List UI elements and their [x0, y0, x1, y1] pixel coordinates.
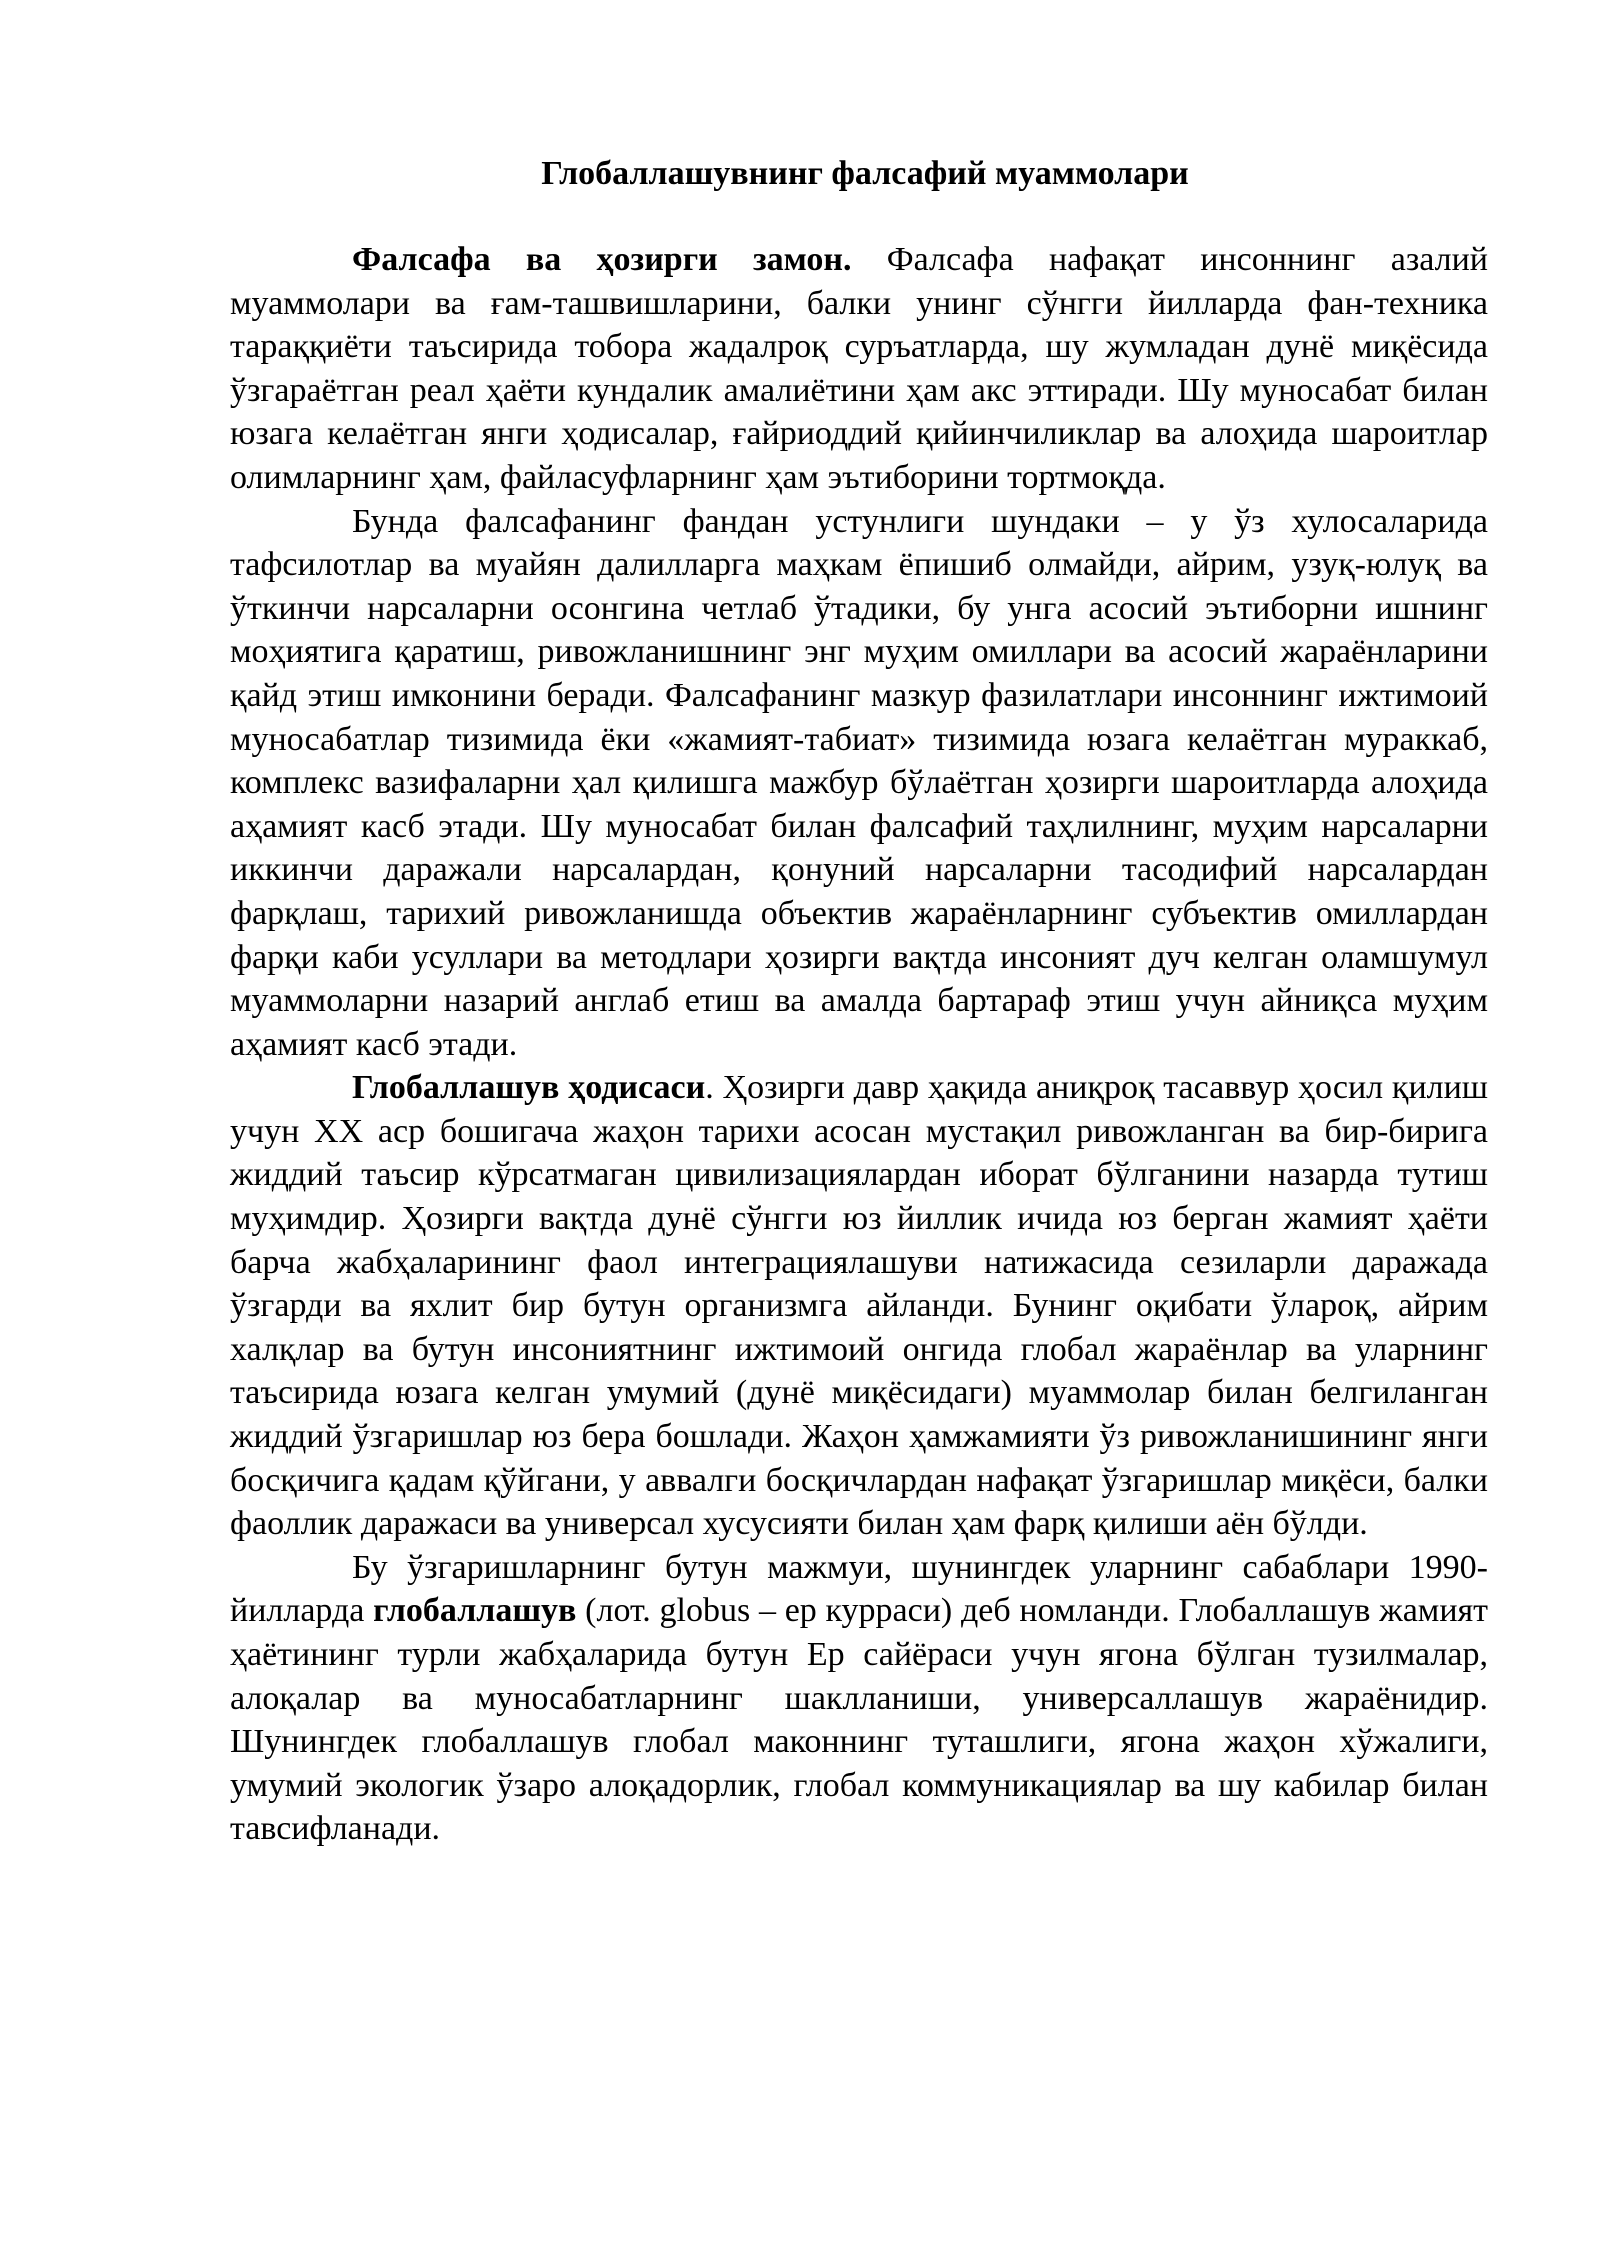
- paragraph-text: . Ҳозирги давр ҳақида аниқроқ тасаввур ҳосил қилиш учун XX аср бошигача жаҳон тарихи асосан мустақил ривожланган ва бир-бирига жиддий таъсир кўрсатмаган цивилизациялардан иборат бўлганини назарда тутиш муҳимдир. Ҳозирги вақтда дунё сўнгги юз йиллик ичида юз берган жамият ҳаёти барча жабҳаларининг фаол интеграциялашуви натижасида сезиларли даражада ўзгарди ва яхлит бир бутун организмга айланди. Бунинг оқибати ўлароқ, айрим халқлар ва бутун инсониятнинг ижтимоий онгида глобал жараёнлар ва уларнинг таъсирида юзага келган умумий (дунё миқёсидаги) муаммолар билан белгиланган жиддий ўзгаришлар юз бера бошлади. Жаҳон ҳамжамияти ўз ривожланишининг янги босқичига қадам қўйгани, у аввалги босқичлардан нафақат ўзгаришлар миқёси, балки фаоллик даражаси ва универсал хусусияти билан ҳам фарқ қилиши аён бўлди.: [230, 1069, 1488, 1543]
- paragraph-text: Бунда фалсафанинг фандан устунлиги шундаки – у ўз хулосаларида тафсилотлар ва муайян далилларга маҳкам ёпишиб олмайди, айрим, узуқ-юлуқ ва ўткинчи нарсаларни осонгина четлаб ўтадики, бу унга асосий эътиборни ишнинг моҳиятига қаратиш, ривожланишнинг энг муҳим омиллари ва асосий жараёнларини қайд этиш имконини беради. Фалсафанинг мазкур фазилатлари инсоннинг ижтимоий муносабатлар тизимида ёки «жамият-табиат» тизимида юзага келаётган мураккаб, комплекс вазифаларни ҳал қилишга мажбур бўлаётган ҳозирги шароитларда алоҳида аҳамият касб этади. Шу муносабат билан фалсафий таҳлилнинг, муҳим нарсаларни иккинчи даражали нарсалардан, қонуний нарсаларни тасодифий нарсалардан фарқлаш, тарихий ривожланишда объектив жараёнларнинг субъектив омиллардан фарқи каби усуллари ва методлари ҳозирги вақтда инсоният дуч келган оламшумул муаммоларни назарий англаб етиш ва амалда бартараф этиш учун айниқса муҳим аҳамият касб этади.: [230, 502, 1488, 1063]
- paragraph-text-start: Бу ўзгаришларнинг бутун мажмуи, шунингдек уларнинг сабаблари 1990-йилларда: [230, 1548, 1488, 1630]
- paragraph-globalization-definition: [230, 1546, 1488, 1851]
- paragraph-text-end: (лот. globus – ер курраси) деб номланди. Глобаллашув жамият ҳаётининг турли жабҳаларида бутун Ер сайёраси учун ягона бўлган тузилмалар, алоқалар ва муносабатларнинг шаклланиши, универсаллашув жараёнидир. Шунингдек глобаллашув глобал маконнинг туташлиги, ягона жаҳон хўжалиги, умумий экологик ўзаро алоқадорлик, глобал коммуникациялар ва шу кабилар билан тавсифланади.: [230, 1592, 1489, 1848]
- paragraph-philosophy-advantage: [230, 500, 1488, 1067]
- paragraph-text: Фалсафа нафақат инсоннинг азалий муаммолари ва ғам-ташвишларини, балки унинг сўнгги йилларда фан-техника тараққиёти таъсирида тобора жадалроқ суръатларда, шу жумладан дунё миқёсида ўзгараётган реал ҳаёти кундалик амалиётини ҳам акс эттиради. Шу муносабат билан юзага келаётган янги ҳодисалар, ғайриоддий қийинчиликлар ва алоҳида шароитлар олимларнинг ҳам, файласуфларнинг ҳам эътиборини тортмоқда.: [230, 241, 1488, 496]
- document-body: [230, 238, 1488, 1851]
- term-bold: глобаллашув: [373, 1592, 577, 1630]
- paragraph-heading-bold: Фалсафа ва ҳозирги замон.: [352, 241, 852, 278]
- paragraph-globalization-phenomenon: [230, 1066, 1488, 1546]
- paragraph-philosophy-and-modern-times: [230, 238, 1488, 500]
- paragraph-heading-bold: Глобаллашув ҳодисаси: [352, 1069, 706, 1107]
- document-title: Глобаллашувнинг фалсафий муаммолари: [541, 155, 1189, 192]
